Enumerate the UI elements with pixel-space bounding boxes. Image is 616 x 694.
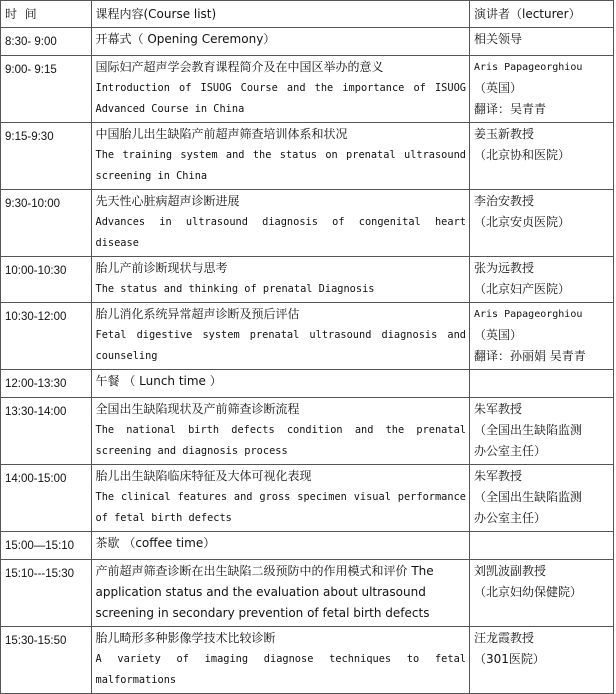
lecturer-line: （北京协和医院） <box>473 148 570 162</box>
course-title-zh: 先天性心脏病超声诊断进展 <box>95 194 240 208</box>
time-cell <box>1 56 92 123</box>
session-time: 13:30-14:00 <box>5 406 67 418</box>
session-time: 15:10---15:30 <box>5 568 75 580</box>
session-time: 9:15-9:30 <box>5 131 54 143</box>
time-cell <box>1 532 92 560</box>
lecturer-cell <box>469 28 613 56</box>
lecturer-line: 朱军教授 <box>473 402 522 416</box>
table-row <box>1 627 614 694</box>
lecturer-line: （301医院） <box>473 652 545 666</box>
lecturer-line: （全国出生缺陷监测 <box>473 423 582 437</box>
course-title-en: Advances in ultrasound diagnosis of congenital heart disease <box>95 216 466 249</box>
lecturer-line: 汪龙霞教授 <box>473 631 534 645</box>
lecturer-line: Aris Papageorghiou <box>473 309 583 320</box>
header-row <box>1 1 614 28</box>
course-title-zh: 中国胎儿出生缺陷产前超声筛查培训体系和状况 <box>95 127 348 141</box>
session-time: 10:30-12:00 <box>5 311 67 323</box>
lecturer-line: 翻译：孙丽娟 吴青青 <box>473 349 586 363</box>
time-cell <box>1 465 92 532</box>
lecturer-cell <box>469 398 613 465</box>
lecturer-cell <box>469 303 613 370</box>
lecturer-line: Aris Papageorghiou <box>473 62 583 73</box>
lecturer-cell <box>469 532 613 560</box>
course-cell <box>91 28 469 56</box>
time-cell <box>1 303 92 370</box>
course-title-en: Introduction of ISUOG Course and the importance of ISUOG Advanced Course in China <box>95 82 466 115</box>
time-cell <box>1 123 92 190</box>
time-cell <box>1 257 92 303</box>
table-row <box>1 560 614 627</box>
table-row <box>1 465 614 532</box>
course-cell <box>91 627 469 694</box>
time-cell <box>1 28 92 56</box>
lecturer-line: 李治安教授 <box>473 194 534 208</box>
course-cell <box>91 465 469 532</box>
session-time: 14:00-15:00 <box>5 473 67 485</box>
course-cell <box>91 303 469 370</box>
header-course: 课程内容(Course list) <box>91 1 469 28</box>
lecturer-line: 姜玉新教授 <box>473 127 534 141</box>
lecturer-line: （全国出生缺陷监测 <box>473 490 582 504</box>
course-title-zh: 产前超声筛查诊断在出生缺陷二级预防中的作用模式和评价 The application status and the evaluation about ultrasound screening in secondary prevention of fetal birth defects <box>95 564 434 620</box>
table-row <box>1 398 614 465</box>
course-title-zh: 胎儿产前诊断现状与思考 <box>95 261 228 275</box>
lecturer-cell <box>469 465 613 532</box>
table-row <box>1 257 614 303</box>
course-cell <box>91 257 469 303</box>
table-row <box>1 532 614 560</box>
time-cell <box>1 398 92 465</box>
course-cell <box>91 532 469 560</box>
course-cell <box>91 56 469 123</box>
table-row <box>1 303 614 370</box>
lecturer-line: 相关领导 <box>473 32 522 46</box>
session-time: 15:00—15:10 <box>5 540 75 552</box>
course-title-zh: 午餐 （ Lunch time ） <box>95 374 222 388</box>
lecturer-line: 张为远教授 <box>473 261 534 275</box>
lecturer-cell <box>469 257 613 303</box>
header-time: 时 间 <box>1 1 92 28</box>
lecturer-cell <box>469 56 613 123</box>
course-cell <box>91 560 469 627</box>
course-title-en: The clinical features and gross specimen visual performance of fetal birth defects <box>95 491 466 524</box>
session-time: 9:30-10:00 <box>5 198 60 210</box>
lecturer-line: （英国） <box>473 328 522 342</box>
course-cell <box>91 370 469 398</box>
lecturer-line: （英国） <box>473 81 522 95</box>
lecturer-line: 办公室主任） <box>473 444 546 458</box>
lecturer-line: 刘凯波副教授 <box>473 564 546 578</box>
course-cell <box>91 398 469 465</box>
table-row <box>1 370 614 398</box>
course-title-zh: 全国出生缺陷现状及产前筛查诊断流程 <box>95 402 300 416</box>
session-time: 12:00-13:30 <box>5 378 67 390</box>
session-time: 10:00-10:30 <box>5 265 67 277</box>
lecturer-cell <box>469 370 613 398</box>
session-time: 9:00- 9:15 <box>5 64 57 76</box>
course-title-zh: 茶歇 （coffee time） <box>95 536 216 550</box>
lecturer-line: （北京妇幼保健院） <box>473 585 582 599</box>
lecturer-line: （北京安贞医院） <box>473 215 570 229</box>
table-row <box>1 28 614 56</box>
course-title-zh: 胎儿消化系统异常超声诊断及预后评估 <box>95 307 300 321</box>
table-row <box>1 56 614 123</box>
lecturer-cell <box>469 123 613 190</box>
course-title-zh: 胎儿出生缺陷临床特征及大体可视化表现 <box>95 469 312 483</box>
lecturer-line: 翻译：吴青青 <box>473 102 546 116</box>
session-time: 15:30-15:50 <box>5 635 67 647</box>
lecturer-cell <box>469 627 613 694</box>
lecturer-line: 朱军教授 <box>473 469 522 483</box>
course-title-zh: 国际妇产超声学会教育课程简介及在中国区举办的意义 <box>95 60 384 74</box>
course-title-en: The training system and the status on prenatal ultrasound screening in China <box>95 149 466 182</box>
lecturer-cell <box>469 560 613 627</box>
table-row <box>1 123 614 190</box>
lecturer-cell <box>469 190 613 257</box>
course-title-en: The national birth defects condition and the prenatal screening and diagnosis process <box>95 424 466 457</box>
course-title-en: A variety of imaging diagnose techniques to fetal malformations <box>95 653 466 686</box>
time-cell <box>1 560 92 627</box>
header-lecturer: 演讲者（lecturer） <box>469 1 613 28</box>
lecturer-line: （北京妇产医院） <box>473 282 570 296</box>
course-title-en: Fetal digestive system prenatal ultrasound diagnosis and counseling <box>95 329 466 362</box>
course-title-zh: 胎儿畸形多种影像学技术比较诊断 <box>95 631 276 645</box>
session-time: 8:30- 9:00 <box>5 36 57 48</box>
course-cell <box>91 123 469 190</box>
course-title-en: The status and thinking of prenatal Diagnosis <box>95 283 375 295</box>
time-cell <box>1 190 92 257</box>
table-row <box>1 190 614 257</box>
course-title-zh: 开幕式（ Opening Ceremony） <box>95 32 276 46</box>
time-cell <box>1 627 92 694</box>
course-cell <box>91 190 469 257</box>
time-cell <box>1 370 92 398</box>
lecturer-line: 办公室主任） <box>473 511 546 525</box>
